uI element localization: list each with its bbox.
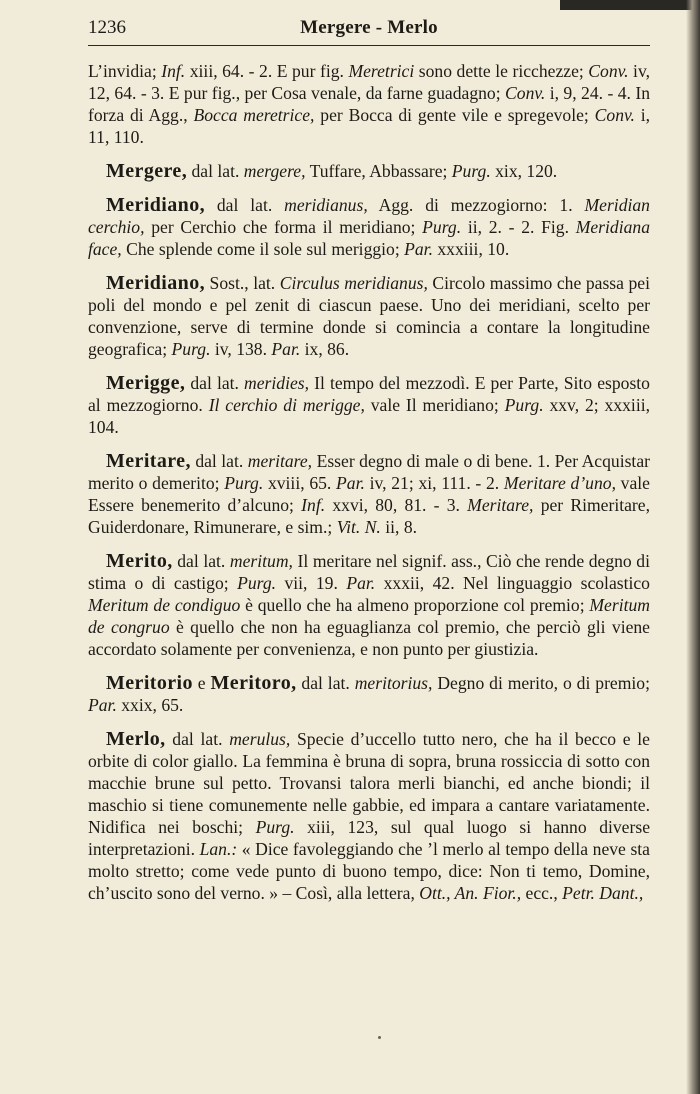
italic-text: meritorius, [354,673,433,693]
text-run: dal lat. [187,161,244,181]
italic-text: Purg. [224,473,264,493]
dictionary-text [88,60,650,916]
italic-text: Purg. [237,573,277,593]
entry-mergere [88,160,650,182]
text-run: xix, 120. [490,161,558,181]
text-run: i, 11, 110. [88,105,651,147]
entry-merigge [88,372,650,438]
entry-meritare [88,450,650,538]
text-run: xiii, 123, sul qual luogo si hanno diverse interpretazioni. [88,817,650,859]
headword: Meridiano, [106,194,205,216]
text-run: xxxii, 42. Nel linguaggio scolastico [375,573,650,593]
italic-text: Conv. [588,61,629,81]
text-run: ix, 86. [300,339,350,359]
italic-text: Bocca meretrice, [193,105,315,125]
italic-text: Par. [346,573,376,593]
italic-text: Lan.: [199,839,238,859]
page-edge-shadow [686,0,700,1094]
header-rule [88,45,650,46]
text-run: iv, 12, 64. - 3. E pur fig., per Cosa venale, da farne guadagno; [88,61,650,103]
italic-text: Purg. [255,817,295,837]
headword: Mergere, [106,160,188,182]
italic-text: meridies, [244,373,310,393]
text-run: vale Essere benemerito d’alcuno; [88,473,650,515]
text-run: per Cerchio che forma il meridiano; [144,217,423,237]
italic-text: Vit. N. [336,517,381,537]
text-run: i, 9, 24. - 4. In forza di Agg., [88,83,650,125]
text-run: per Bocca di gente vile e spregevole; [314,105,595,125]
text-run: è quello che non ha eguaglianza col premio, che perciò gli viene accordato solamente per convenienza, e non punto per giustizia. [88,617,650,659]
text-run: dal lat. [190,451,248,471]
text-run: sono dette le ricchezze; [414,61,589,81]
italic-text: Meritum de condiguo [88,595,241,615]
headword: Meritoro, [210,672,297,694]
italic-text: meritare, [247,451,313,471]
paper-speck [378,1036,381,1039]
text-run: Degno di merito, o di premio; [432,673,650,693]
italic-text: Petr. Dant., [562,883,644,903]
italic-text: Purg. [504,395,544,415]
italic-text: Circulus meridianus, [279,273,428,293]
italic-text: Ott., An. Fior., [419,883,522,903]
text-run: Sost., lat. [205,273,280,293]
text-run: ii, 2. - 2. Fig. [461,217,576,237]
entry-meridiano-agg [88,194,650,260]
text-run: Che splende come il sole sul meriggio; [121,239,405,259]
text-run: vale Il meridiano; [364,395,505,415]
text-run: xiii, 64. - 2. E pur fig. [185,61,349,81]
italic-text: Meritare, [467,495,534,515]
italic-text: Par. [404,239,433,259]
italic-text: meritum, [229,551,293,571]
italic-text: Inf. [161,61,186,81]
italic-text: Il cerchio di merigge, [208,395,365,415]
italic-text: Conv. [594,105,635,125]
text-run: dal lat. [165,729,230,749]
text-run: ii, 8. [380,517,418,537]
italic-text: Purg. [451,161,491,181]
italic-text: Par. [88,695,117,715]
italic-text: Meritum de congruo [88,595,650,637]
page-top-shadow [560,0,700,10]
text-run: Circolo massimo che passa pei poli del mondo e pel zenit di ciascun paese. Uno dei meridiani, scelto per convenzione, serve di termine donde si comincia a contare la longitudine geografica; [88,273,651,359]
text-run: Esser degno di male o di bene. 1. Per Acquistar merito o demerito; [88,451,650,493]
headword: Meritorio [106,672,193,694]
italic-text: Meridian cerchio, [88,195,650,237]
italic-text: Purg. [171,339,211,359]
text-run: dal lat. [172,551,230,571]
text-run: Il tempo del mezzodì. E per Parte, Sito esposto al mezzogiorno. [88,373,650,415]
italic-text: Par. [271,339,301,359]
headword: Meritare, [106,450,191,472]
page-header [88,17,650,43]
italic-text: Conv. [505,83,546,103]
text-run: xxvi, 80, 81. - 3. [325,495,468,515]
text-run: ecc., [521,883,563,903]
entry-merito [88,550,650,660]
text-run: iv, 21; xi, 111. - 2. [364,473,504,493]
italic-text: Meridiana face, [88,217,650,259]
text-run: xxv, 2; xxxiii, 104. [88,395,650,437]
text-run: è quello che ha almeno proporzione col premio; [240,595,590,615]
text-run: L’invidia; [88,61,162,81]
headword: Merigge, [106,372,186,394]
text-run: dal lat. [205,195,285,215]
text-run: Tuffare, Abbassare; [305,161,452,181]
text-run: per Rimeritare, Guiderdonare, Rimunerare, e sim.; [88,495,651,537]
italic-text: mergere, [243,161,306,181]
headword: Meridiano, [106,272,205,294]
headword: Merito, [106,550,173,572]
italic-text: merulus, [229,729,291,749]
text-run: xviii, 65. [263,473,337,493]
text-run: « Dice favoleggiando che ’l merlo al tempo della neve sta molto stretto; come vede punto di buono tempo, dice: Non ti temo, Domine, ch’uscito sono del verno. » – Così, alla lettera, [88,839,650,903]
running-title: Mergere - Merlo [300,17,438,38]
text-run: Specie d’uccello tutto nero, che ha il becco e le orbite di color giallo. La femmina è bruna di sopra, bruna rossiccia di sotto con macchie brune sul petto. Trovansi talora merli bianchi, ed anche biondi; il maschio si tiene comunemente nelle gabbie, ed impara a cantare variatamente. Nidifica nei boschi; [88,729,650,837]
headword: Merlo, [106,728,166,750]
entry-merlo [88,728,650,904]
text-run: xxxiii, 10. [432,239,510,259]
italic-text: Meritare d’uno, [503,473,616,493]
italic-text: meridianus, [284,195,368,215]
italic-text: Inf. [301,495,326,515]
entry-meridiano-sost [88,272,650,360]
text-run: vii, 19. [276,573,347,593]
text-run: Agg. di mezzogiorno: 1. [367,195,585,215]
italic-text: Purg. [422,217,462,237]
entry-continuation [88,60,650,148]
text-run: e [192,673,211,693]
text-run: Il meritare nel signif. ass., Ciò che rende degno di stima o di castigo; [88,551,650,593]
entry-meritorio [88,672,650,716]
italic-text: Meretrici [348,61,415,81]
text-run: dal lat. [296,673,355,693]
text-run: iv, 138. [210,339,272,359]
text-run: xxix, 65. [116,695,184,715]
page-number: 1236 [88,17,126,38]
italic-text: Par. [336,473,365,493]
text-run: dal lat. [185,373,245,393]
